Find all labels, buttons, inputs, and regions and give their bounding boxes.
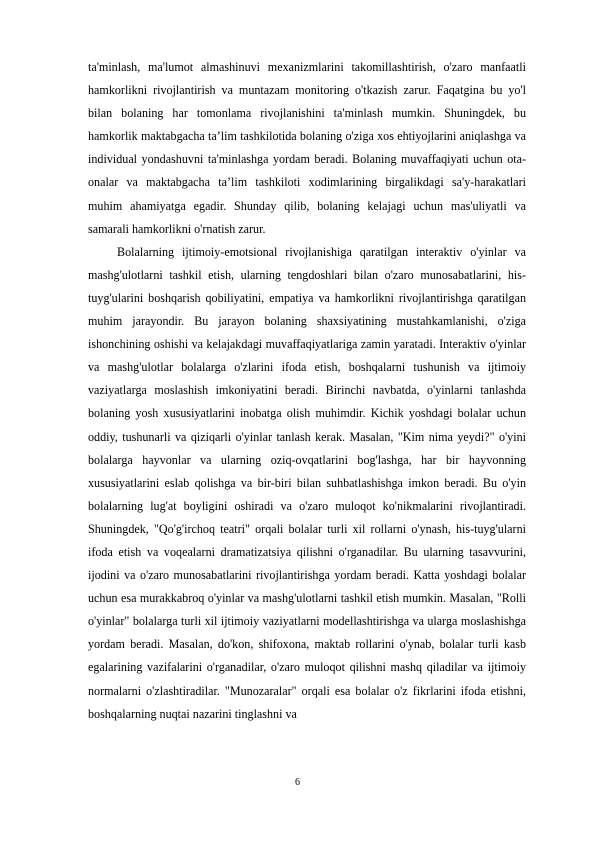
paragraph-1: ta'minlash, ma'lumot almashinuvi mexanizmlarini takomillashtirish, o'zaro manfaatli hamkorlikni rivojlantirish va muntazam monitoring o'tkazish zarur. Faqatgina bu yo'l bilan bolaning har tomonlama rivojlanishini ta'minlash mumkin. Shuningdek, bu hamkorlik maktabgacha ta’lim tashkilotida bolaning o'ziga xos ehtiyojlarini aniqlashga va individual yondashuvni ta'minlashga yordam beradi. Bolaning muvaffaqiyati uchun ota-onalar va maktabgacha ta’lim tashkiloti xodimlarining birgalikdagi sa'y-harakatlari muhim ahamiyatga egadir. Shunday qilib, bolaning kelajagi uchun mas'uliyatli va samarali hamkorlikni o'rnatish zarur. [88, 60, 526, 236]
paragraph-2: Bolalarning ijtimoiy-emotsional rivojlanishiga qaratilgan interaktiv o'yinlar va mashg'ulotlarni tashkil etish, ularning tengdoshlari bilan o'zaro munosabatlarini, his-tuyg'ularini boshqarish qobiliyatini, empatiya va hamkorlikni rivojlantirishga qaratilgan muhim jarayondir. Bu jarayon bolaning shaxsiyatining mustahkamlanishi, o'ziga ishonchining oshishi va kelajakdagi muvaffaqiyatlariga zamin yaratadi. Interaktiv o'yinlar va mashg'ulotlar bolalarga o'zlarini ifoda etish, boshqalarni tushunish va ijtimoiy vaziyatlarga moslashish imkoniyatini beradi. Birinchi navbatda, o'yinlarni tanlashda bolaning yosh xususiyatlarini inobatga olish muhimdir. Kichik yoshdagi bolalar uchun oddiy, tushunarli va qiziqarli o'yinlar tanlash kerak. Masalan, "Kim nima yeydi?" o'yini bolalarga hayvonlar va ularning oziq-ovqatlarini bog'lashga, har bir hayvonning xususiyatlarini eslab qolishga va bir-biri bilan suhbatlashishga imkon beradi. Bu o'yin bolalarning lug'at boyligini oshiradi va o'zaro muloqot ko'nikmalarini rivojlantiradi. Shuningdek, "Qo'g'irchoq teatri" orqali bolalar turli xil rollarni o'ynash, his-tuyg'ularni ifoda etish va voqealarni dramatizatsiya qilishni o'rganadilar. Bu ularning tasavvurini, ijodini va o'zaro munosabatlarini rivojlantirishga yordam beradi. Katta yoshdagi bolalar uchun esa murakkabroq o'yinlar va mashg'ulotlarni tashkil etish mumkin. Masalan, "Rolli o'yinlar" bolalarga turli xil ijtimoiy vaziyatlarni modellashtirishga va ularga moslashishga yordam beradi. Masalan, do'kon, shifoxona, maktab rollarini o'ynab, bolalar turli kasb egalarining vazifalarini o'rganadilar, o'zaro muloqot qilishni mashq qiladilar va ijtimoiy normalarni o'zlashtiradilar. "Munozaralar" orqali esa bolalar o'z fikrlarini ifoda etishni, boshqalarning nuqtai nazarini tinglashni va [88, 244, 526, 721]
document-body [88, 56, 526, 726]
page-number: 6 [295, 777, 300, 788]
